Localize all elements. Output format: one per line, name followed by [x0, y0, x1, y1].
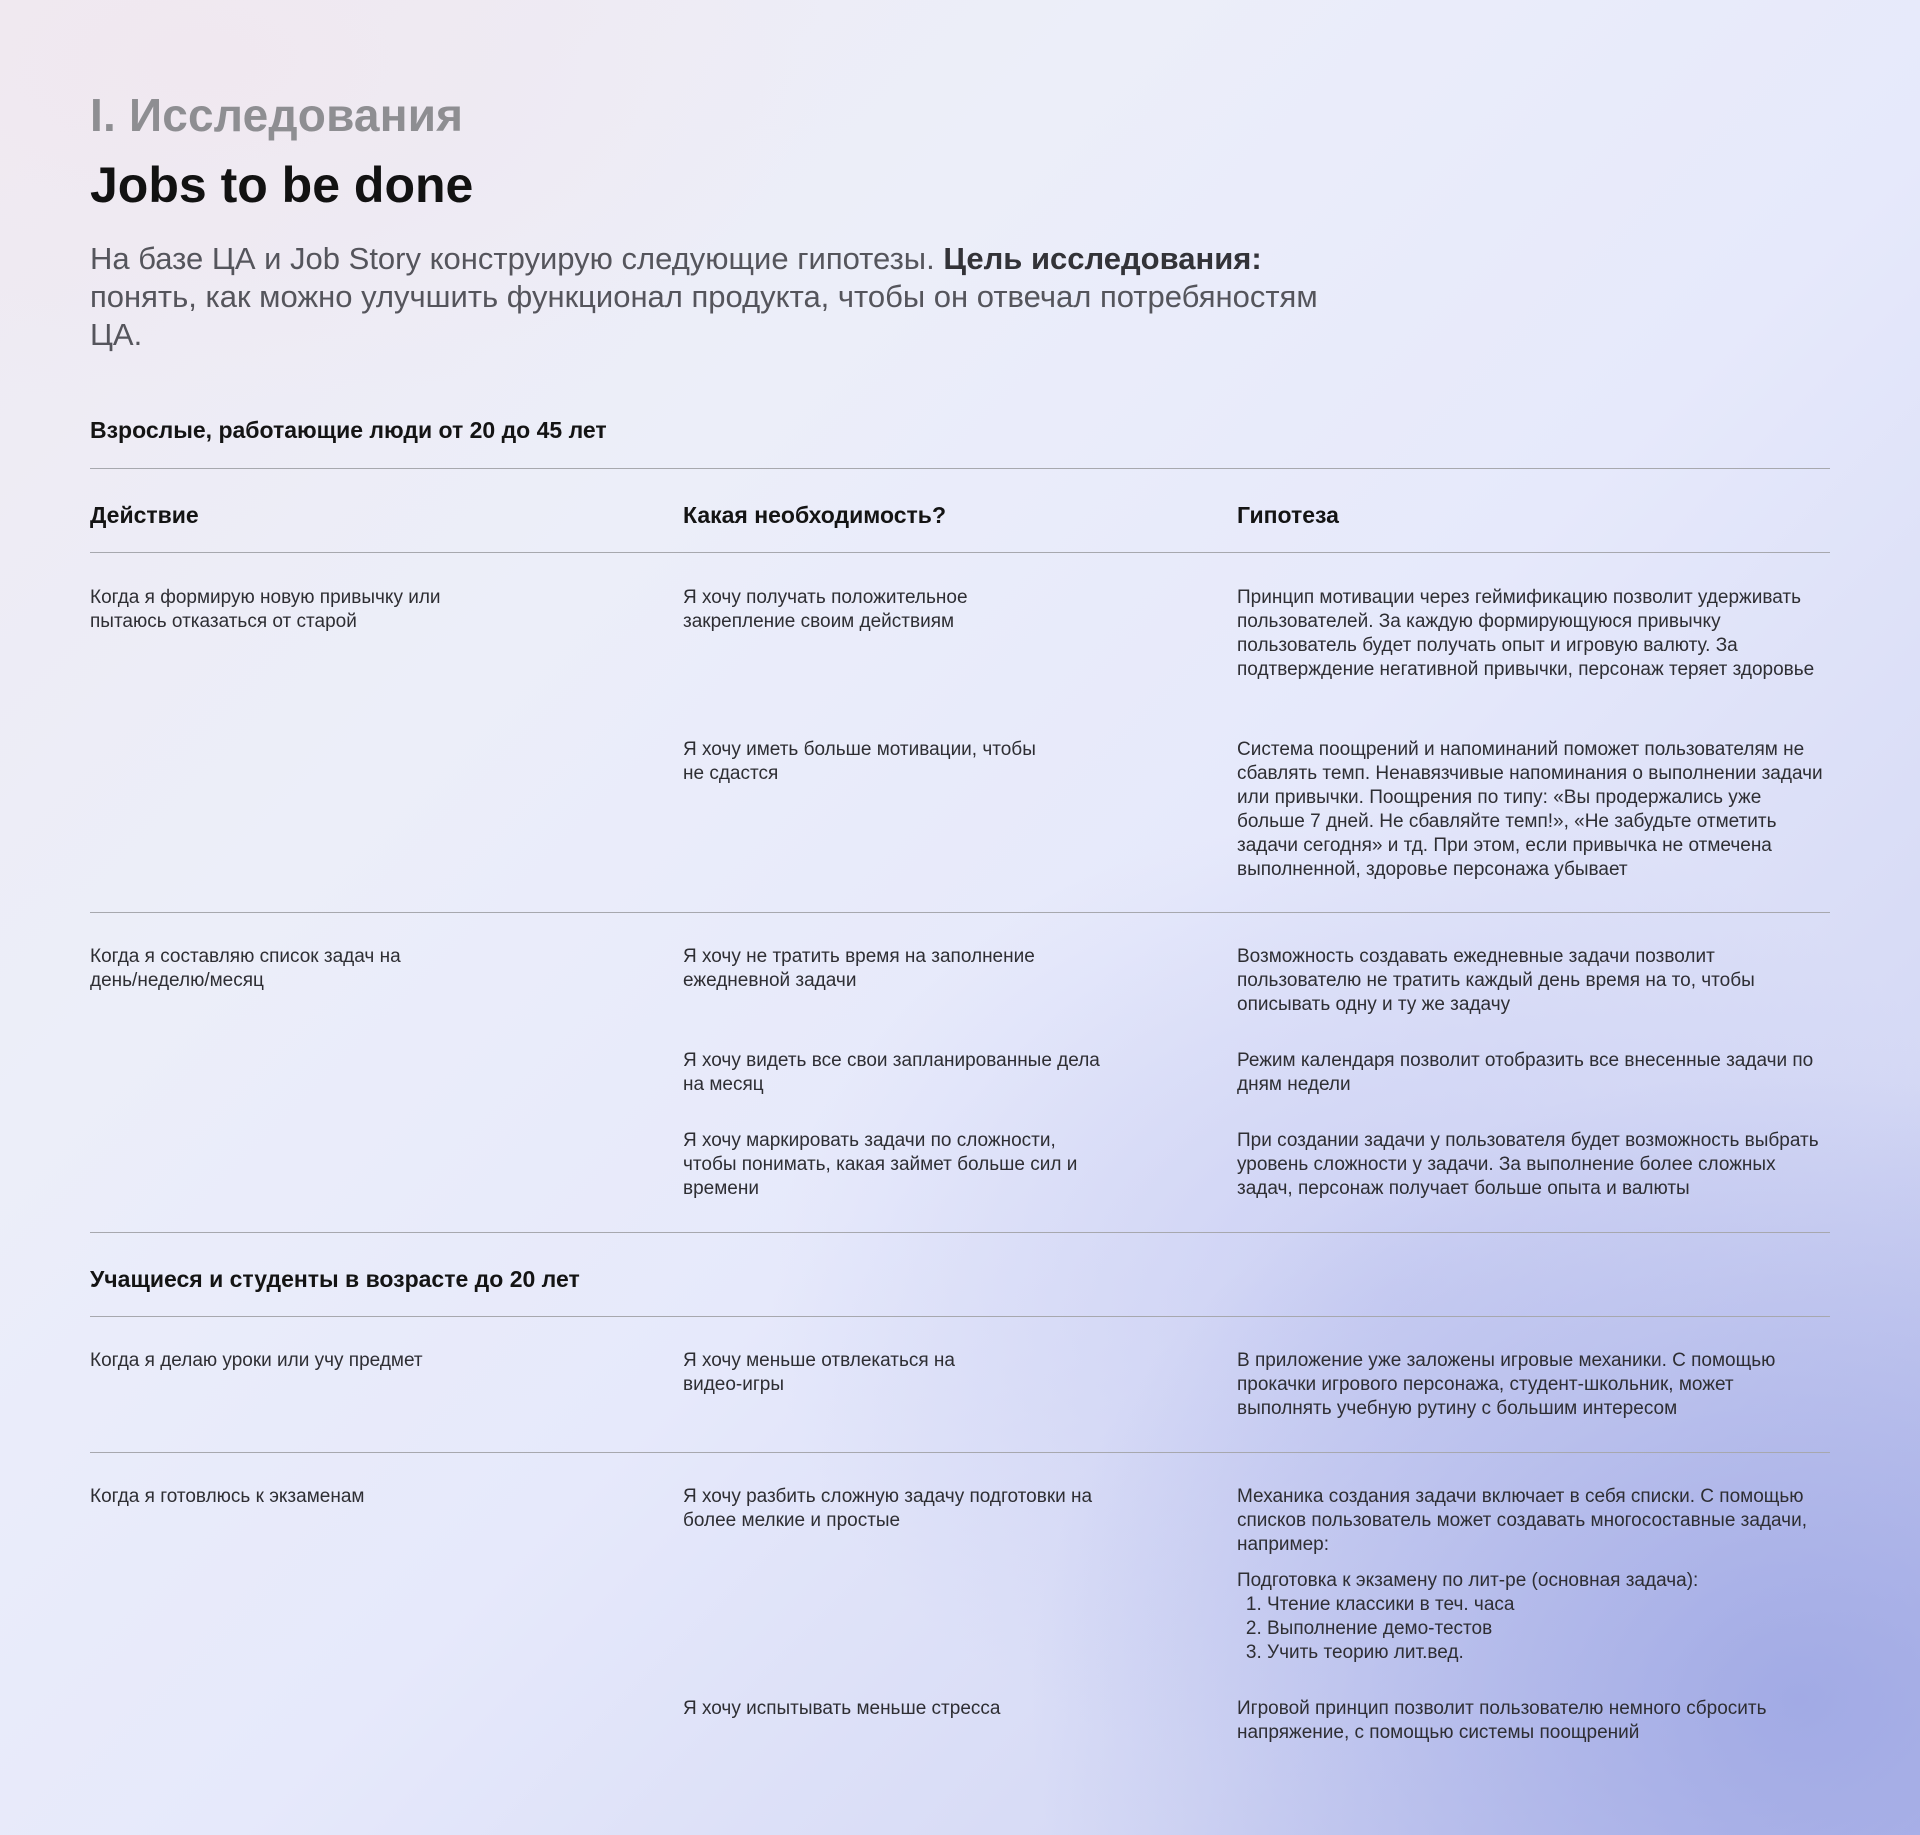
divider	[90, 468, 1830, 469]
column-header-need: Какая необходимость?	[683, 502, 946, 528]
hypothesis-cell: В приложение уже заложены игровые механики. С помощью прокачки игрового персонажа, студент-школьник, может выполнять учебную рутину с большим интересом	[1237, 1350, 1776, 1419]
hypothesis-list-block	[1237, 1569, 1830, 1665]
hypothesis-cell: При создании задачи у пользователя будет возможность выбрать уровень сложности у задачи. За выполнение более сложных задач, персонаж получает больше опыта и валюты	[1237, 1130, 1819, 1199]
hypothesis-cell: Возможность создавать ежедневные задачи позволит пользователю не тратить каждый день время на то, чтобы описывать одну и ту же задачу	[1237, 946, 1755, 1015]
divider	[90, 1316, 1830, 1317]
need-cell: Я хочу получать положительное закрепление своим действиям	[683, 587, 968, 632]
intro-text: На базе ЦА и Job Story конструирую следующие гипотезы.	[90, 241, 944, 276]
group-title-students: Учащиеся и студенты в возрасте до 20 лет	[90, 1266, 580, 1292]
divider	[90, 1452, 1830, 1453]
page-title: Jobs to be done	[90, 157, 474, 213]
need-cell: Я хочу не тратить время на заполнение ежедневной задачи	[683, 946, 1035, 991]
divider	[90, 912, 1830, 913]
section-kicker: I. Исследования	[90, 89, 464, 141]
intro-goal-text: понять, как можно улучшить функционал продукта, чтобы он отвечал потребяностям ЦА.	[90, 279, 1318, 352]
action-cell: Когда я делаю уроки или учу предмет	[90, 1350, 423, 1371]
hypothesis-cell: Режим календаря позволит отобразить все внесенные задачи по дням недели	[1237, 1050, 1814, 1095]
hypothesis-list-title: Подготовка к экзамену по лит-ре (основная задача):	[1237, 1570, 1699, 1591]
list-item: 2. Выполнение демо-тестов	[1267, 1617, 1830, 1641]
action-cell: Когда я формирую новую привычку или пытаюсь отказаться от старой	[90, 587, 441, 632]
hypothesis-cell: Игровой принцип позволит пользователю немного сбросить напряжение, с помощью системы поощрений	[1237, 1698, 1767, 1743]
need-cell: Я хочу маркировать задачи по сложности, чтобы понимать, какая займет больше сил и времени	[683, 1130, 1078, 1199]
hypothesis-cell: Механика создания задачи включает в себя списки. С помощью списков пользователь может создавать многосоставные задачи, например:	[1237, 1486, 1807, 1555]
need-cell: Я хочу испытывать меньше стресса	[683, 1698, 1001, 1719]
need-cell: Я хочу меньше отвлекаться на видео-игры	[683, 1350, 955, 1395]
hypothesis-cell: Система поощрений и напоминаний поможет пользователям не сбавлять темп. Ненавязчивые напоминания о выполнении задачи или привычки. Поощрения по типу: «Вы продержались уже больше 7 дней. Не сбавляйте темп!», «Не забудьте отметить задачи сегодня» и тд. При этом, если привычка не отмечена выполненной, здоровье персонажа убывает	[1237, 739, 1823, 880]
intro-paragraph	[90, 240, 1370, 354]
group-title-adults: Взрослые, работающие люди от 20 до 45 лет	[90, 417, 607, 443]
action-cell: Когда я готовлюсь к экзаменам	[90, 1486, 365, 1507]
divider	[90, 552, 1830, 553]
list-item: 3. Учить теорию лит.вед.	[1267, 1641, 1830, 1665]
intro-goal-label: Цель исследования:	[943, 241, 1262, 276]
list-item: 1. Чтение классики в теч. часа	[1267, 1593, 1830, 1617]
column-header-action: Действие	[90, 502, 199, 528]
hypothesis-list	[1237, 1593, 1830, 1665]
need-cell: Я хочу видеть все свои запланированные дела на месяц	[683, 1050, 1100, 1095]
hypothesis-cell: Принцип мотивации через геймификацию позволит удерживать пользователей. За каждую формирующуюся привычку пользователь будет получать опыт и игровую валюту. За подтверждение негативной привычки, персонаж теряет здоровье	[1237, 587, 1815, 680]
divider	[90, 1232, 1830, 1233]
column-header-hypothesis: Гипотеза	[1237, 502, 1339, 528]
action-cell: Когда я составляю список задач на день/неделю/месяц	[90, 946, 401, 991]
need-cell: Я хочу разбить сложную задачу подготовки на более мелкие и простые	[683, 1486, 1093, 1531]
need-cell: Я хочу иметь больше мотивации, чтобы не сдастся	[683, 739, 1036, 784]
